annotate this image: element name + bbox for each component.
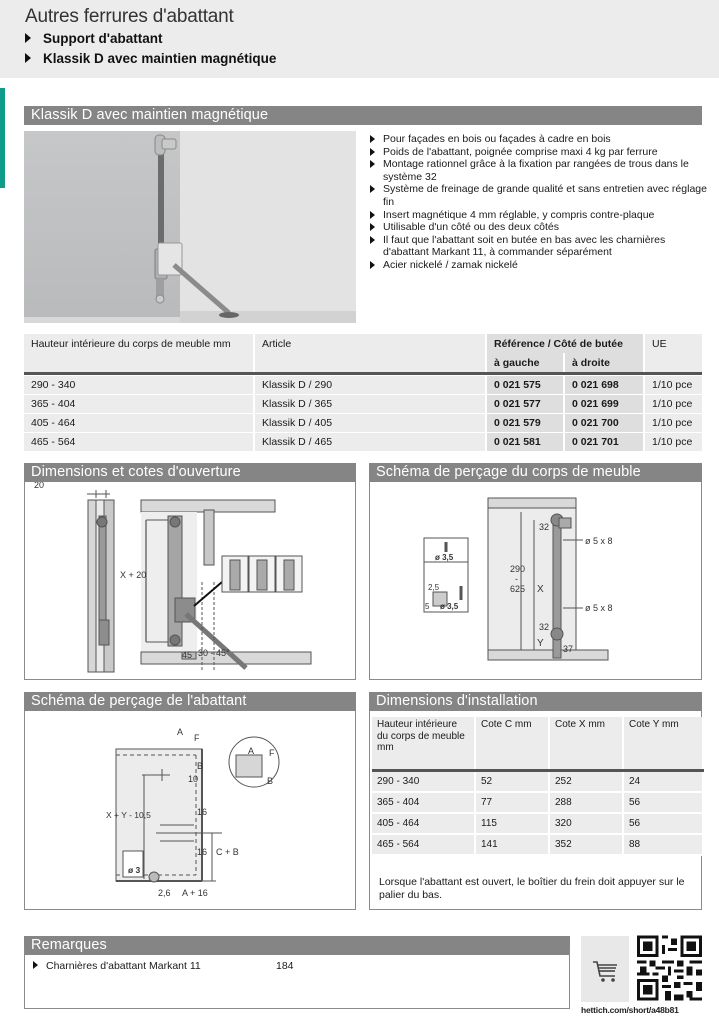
table-row — [24, 375, 702, 394]
cell-ref-right: 0 021 700 — [564, 413, 644, 432]
label-range-dash: - — [515, 574, 518, 584]
label-hole-top: ø 5 x 8 — [585, 536, 613, 546]
cell: 288 — [549, 792, 623, 813]
cell: 77 — [475, 792, 549, 813]
feature-item: Montage rationnel grâce à la fixation par rangées de trous dans le système 32 — [370, 158, 710, 183]
cell-article: Klassik D / 290 — [254, 375, 486, 394]
cell-article: Klassik D / 365 — [254, 394, 486, 413]
remarks-box — [24, 947, 570, 1009]
installation-note: Lorsque l'abattant est ouvert, le boîtier du frein doit appuyer sur le palier du bas. — [379, 876, 685, 901]
cell: 141 — [475, 834, 549, 855]
cell: 56 — [623, 792, 703, 813]
col-header: Cote C mm — [475, 717, 549, 770]
dimensions-panel-title: Dimensions et cotes d'ouverture — [24, 463, 356, 482]
table-row — [24, 394, 702, 413]
label-height: X + 20 — [120, 570, 147, 580]
label-width: 20 — [34, 482, 45, 490]
label-16b: 16 — [197, 847, 208, 857]
label-y: Y — [537, 638, 544, 649]
remarks-title: Remarques — [24, 936, 570, 955]
cell: 320 — [549, 813, 623, 834]
label-screw-1: ø 3,5 — [435, 553, 454, 562]
cell-ref-left: 0 021 581 — [486, 432, 564, 451]
cell-ref-left: 0 021 577 — [486, 394, 564, 413]
label-f: F — [194, 733, 200, 743]
cell-ref-right: 0 021 698 — [564, 375, 644, 394]
col-header-reference: Référence / Côté de butée — [486, 334, 644, 353]
label-a: A — [177, 727, 184, 737]
label-left: 2,6 — [158, 888, 171, 898]
label-range-bottom: 625 — [510, 584, 526, 594]
label-spacing-bottom: 32 — [539, 622, 550, 632]
table-row — [372, 792, 703, 813]
shopping-cart-button[interactable] — [581, 936, 629, 1002]
table-row — [372, 770, 703, 792]
accent-bar — [0, 88, 5, 188]
cell-ref-left: 0 021 579 — [486, 413, 564, 432]
label-offset: 37 — [563, 644, 574, 654]
body-drilling-panel-title: Schéma de perçage du corps de meuble — [369, 463, 702, 482]
cell: 365 - 404 — [372, 792, 475, 813]
flap-drilling-diagram — [24, 711, 356, 907]
cell-ue: 1/10 pce — [644, 394, 702, 413]
detail-label-a: A — [248, 746, 255, 756]
label-dim-a: 2,5 — [428, 583, 440, 592]
cell-ref-left: 0 021 575 — [486, 375, 564, 394]
table-row — [24, 413, 702, 432]
feature-item: Utilisable d'un côté ou des deux côtés — [370, 221, 710, 234]
label-dim-b: 5 — [425, 602, 430, 611]
cell-article: Klassik D / 465 — [254, 432, 486, 451]
table-row — [372, 813, 703, 834]
breadcrumb-label: Support d'abattant — [43, 31, 163, 46]
label-xy: X + Y - 10,5 — [106, 810, 151, 820]
opening-dimensions-diagram — [24, 482, 356, 678]
label-spacing-top: 32 — [539, 522, 550, 532]
label-cb: C + B — [216, 847, 239, 857]
table-row — [372, 834, 703, 855]
detail-label-f: F — [269, 748, 275, 758]
detail-label-b: B — [267, 776, 274, 786]
cell-height: 290 - 340 — [24, 375, 254, 394]
cell: 465 - 564 — [372, 834, 475, 855]
feature-item: Système de freinage de grande qualité et sans entretien avec réglage fin — [370, 183, 710, 208]
label-angle: 30 - 45° — [198, 648, 230, 658]
feature-item: Il faut que l'abattant soit en butée en bas avec les charnières d'abattant Markant 11, à commander séparément — [370, 234, 710, 259]
cell: 352 — [549, 834, 623, 855]
cell-ref-right: 0 021 699 — [564, 394, 644, 413]
label-16a: 16 — [197, 807, 208, 817]
cell: 56 — [623, 813, 703, 834]
label-hole-bottom: ø 5 x 8 — [585, 603, 613, 613]
col-header-left: à gauche — [486, 353, 564, 372]
cell-height: 365 - 404 — [24, 394, 254, 413]
remark-link[interactable] — [33, 960, 201, 972]
remark-label: Charnières d'abattant Markant 11 — [46, 960, 201, 972]
label-screw: ø 3 — [128, 865, 141, 875]
feature-item: Poids de l'abattant, poignée comprise maxi 4 kg par ferrure — [370, 146, 710, 159]
cell: 88 — [623, 834, 703, 855]
label-screw-2: ø 3,5 — [440, 602, 459, 611]
page-title: Autres ferrures d'abattant — [25, 6, 234, 27]
col-header-height: Hauteur intérieure du corps de meuble mm — [24, 334, 254, 372]
label-x: X — [537, 584, 544, 595]
flap-drilling-panel-title: Schéma de perçage de l'abattant — [24, 692, 356, 711]
col-header-ue: UE — [644, 334, 702, 372]
feature-item: Acier nickelé / zamak nickelé — [370, 259, 710, 272]
caret-right-icon — [25, 53, 31, 63]
remark-page[interactable]: 184 — [276, 960, 294, 972]
cell: 405 - 464 — [372, 813, 475, 834]
table-row — [24, 432, 702, 451]
cell: 115 — [475, 813, 549, 834]
cell-ue: 1/10 pce — [644, 375, 702, 394]
cell-height: 465 - 564 — [24, 432, 254, 451]
article-table — [24, 334, 702, 451]
label-a16: A + 16 — [182, 888, 208, 898]
installation-table — [372, 717, 704, 856]
product-section-title: Klassik D avec maintien magnétique — [24, 106, 702, 125]
feature-list — [370, 133, 710, 272]
short-url-link[interactable]: hettich.com/short/a48b81 — [581, 1005, 679, 1015]
caret-right-icon — [33, 961, 38, 969]
col-header: Cote Y mm — [623, 717, 703, 770]
col-header: Hauteur intérieure du corps de meuble mm — [372, 717, 475, 770]
cell-ue: 1/10 pce — [644, 432, 702, 451]
body-drilling-diagram — [369, 482, 702, 678]
col-header-article: Article — [254, 334, 486, 372]
caret-right-icon — [25, 33, 31, 43]
feature-item: Pour façades en bois ou façades à cadre en bois — [370, 133, 710, 146]
cell-ue: 1/10 pce — [644, 413, 702, 432]
label-offset: 45 — [182, 650, 193, 660]
breadcrumb-klassik[interactable] — [25, 51, 276, 66]
qr-code-icon[interactable] — [637, 935, 702, 1001]
label-range-top: 290 — [510, 564, 526, 574]
col-header-right: à droite — [564, 353, 644, 372]
cell: 290 - 340 — [372, 770, 475, 792]
breadcrumb-label: Klassik D avec maintien magnétique — [43, 51, 277, 66]
cell-ref-right: 0 021 701 — [564, 432, 644, 451]
installation-panel-title: Dimensions d'installation — [369, 692, 702, 711]
col-header: Cote X mm — [549, 717, 623, 770]
product-photo — [24, 131, 356, 323]
cell: 252 — [549, 770, 623, 792]
label-b: B — [197, 761, 204, 771]
shopping-cart-icon — [581, 936, 629, 1002]
label-ten: 10 — [188, 774, 199, 784]
cell-height: 405 - 464 — [24, 413, 254, 432]
cell: 52 — [475, 770, 549, 792]
cell-article: Klassik D / 405 — [254, 413, 486, 432]
breadcrumb-support[interactable] — [25, 31, 162, 46]
cell: 24 — [623, 770, 703, 792]
feature-item: Insert magnétique 4 mm réglable, y compris contre-plaque — [370, 209, 710, 222]
